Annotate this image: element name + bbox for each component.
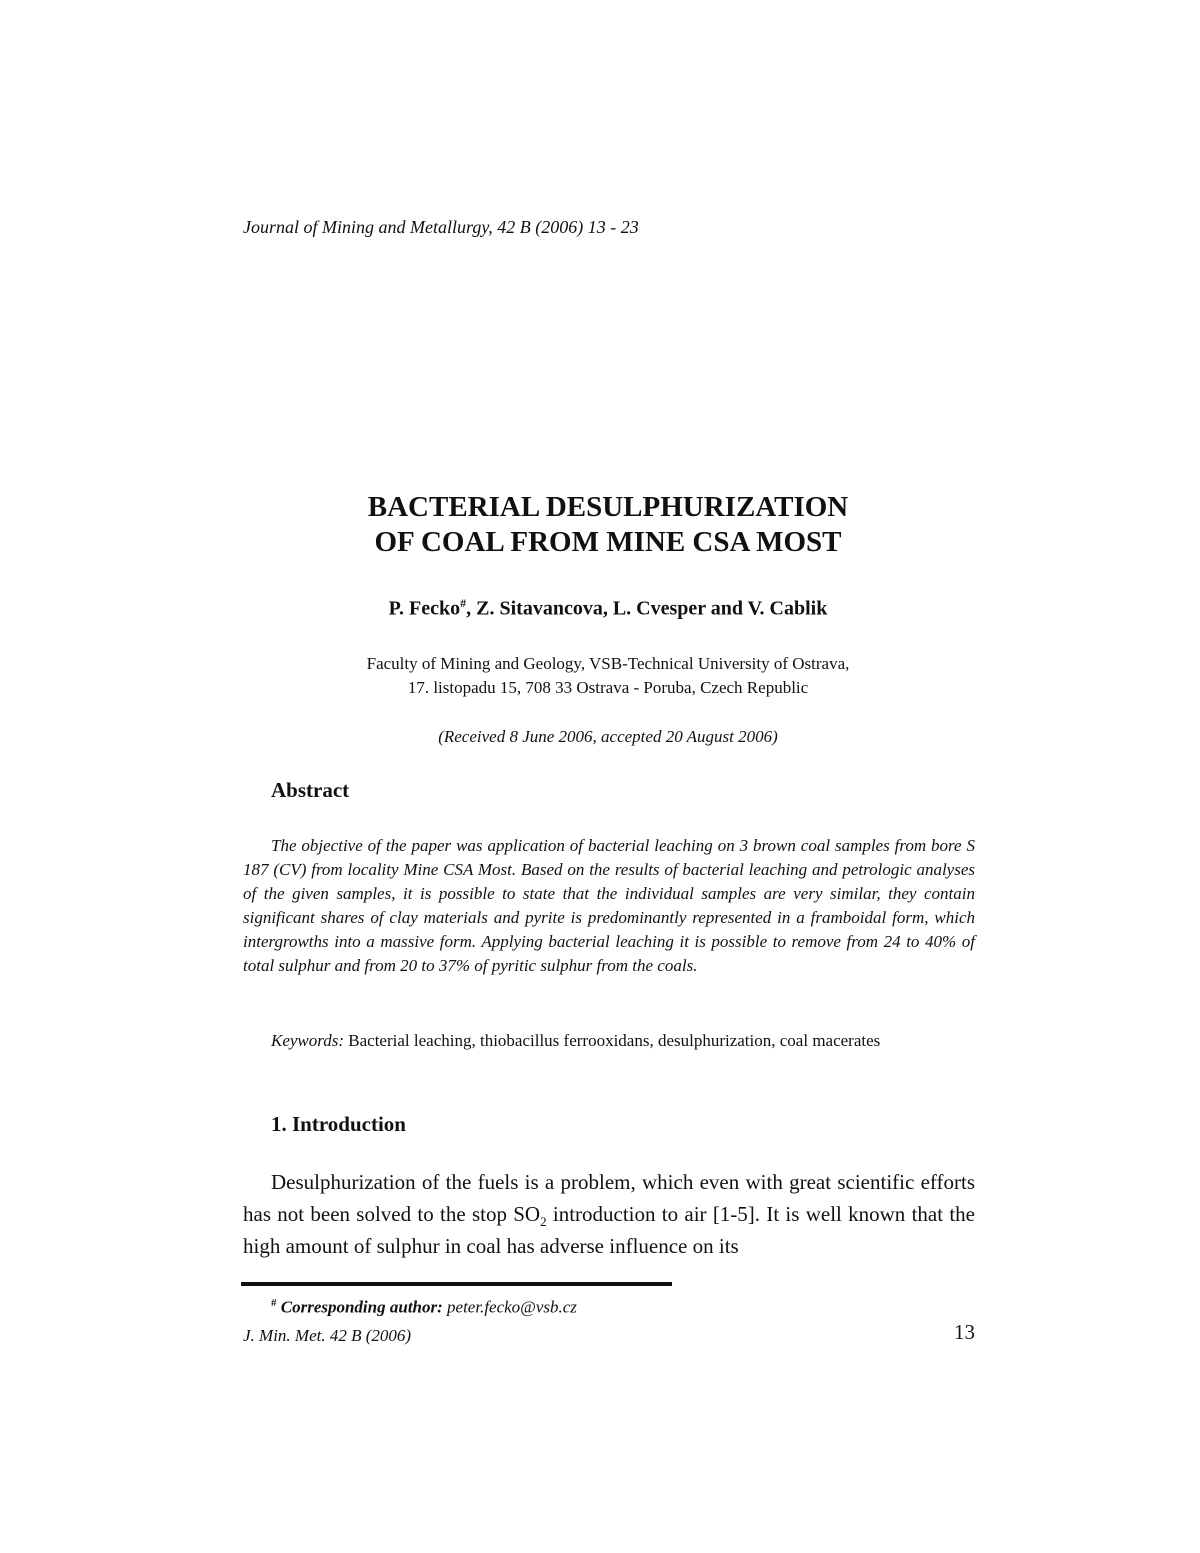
abstract-paragraph: The objective of the paper was application of bacterial leaching on 3 brown coal samples from bore S 187 (CV) from locality Mine CSA Most. Based on the results of bacterial leaching and petrologic analyses of the given samples, it is possible to state that the individual samples are very similar, they contain significant shares of clay materials and pyrite is predominantly represented in a framboidal form, which intergrowths into a massive form. Applying bacterial leaching it is possible to remove from 24 to 40% of total sulphur and from 20 to 37% of pyritic sulphur from the coals. xyxy=(243,836,975,975)
introduction-text xyxy=(243,1166,975,1262)
footnote-label: Corresponding author: xyxy=(276,1297,443,1317)
paper-title xyxy=(243,490,973,560)
author-email: peter.fecko@vsb.cz xyxy=(442,1297,577,1317)
received-dates: (Received 8 June 2006, accepted 20 August 2006) xyxy=(438,727,778,746)
intro-text-part-2: introduction to air [1-5]. It is well known that the high amount of sulphur in coal has adverse influence on its xyxy=(243,1202,976,1258)
title-line-2: OF COAL FROM MINE CSA MOST xyxy=(374,526,842,558)
keywords-list: Bacterial leaching, thiobacillus ferrooxidans, desulphurization, coal macerates xyxy=(344,1031,881,1050)
affiliation-line-2: 17. listopadu 15, 708 33 Ostrava - Poruba, Czech Republic xyxy=(407,678,809,697)
intro-text-part-1: Desulphurization of the fuels is a problem, which even with great scientific efforts has not been solved to the stop SO xyxy=(243,1170,975,1226)
page-number: 13 xyxy=(954,1320,975,1344)
abstract-heading: Abstract xyxy=(271,778,350,802)
footnote-divider xyxy=(241,1282,672,1286)
affiliation-line-1: Faculty of Mining and Geology, VSB-Technical University of Ostrava, xyxy=(366,654,850,673)
introduction-paragraph xyxy=(243,1166,975,1262)
footnote xyxy=(271,1297,577,1318)
introduction-heading: 1. Introduction xyxy=(271,1112,406,1136)
affiliation xyxy=(243,652,973,700)
other-authors: , Z. Sitavancova, L. Cvesper and V. Cablik xyxy=(466,597,828,620)
title-line-1: BACTERIAL DESULPHURIZATION xyxy=(367,491,849,523)
corresponding-mark: # xyxy=(460,596,467,610)
keywords xyxy=(271,1031,880,1051)
so2-subscript: 2 xyxy=(540,1214,547,1230)
keywords-label: Keywords: xyxy=(271,1031,345,1050)
footnote-mark: # xyxy=(271,1297,277,1309)
abstract-text xyxy=(243,834,975,978)
running-footer: J. Min. Met. 42 B (2006) xyxy=(243,1326,412,1345)
author-list xyxy=(243,596,973,621)
journal-citation: Journal of Mining and Metallurgy, 42 B (2006) 13 - 23 xyxy=(243,217,639,237)
first-author: P. Fecko xyxy=(388,597,461,620)
